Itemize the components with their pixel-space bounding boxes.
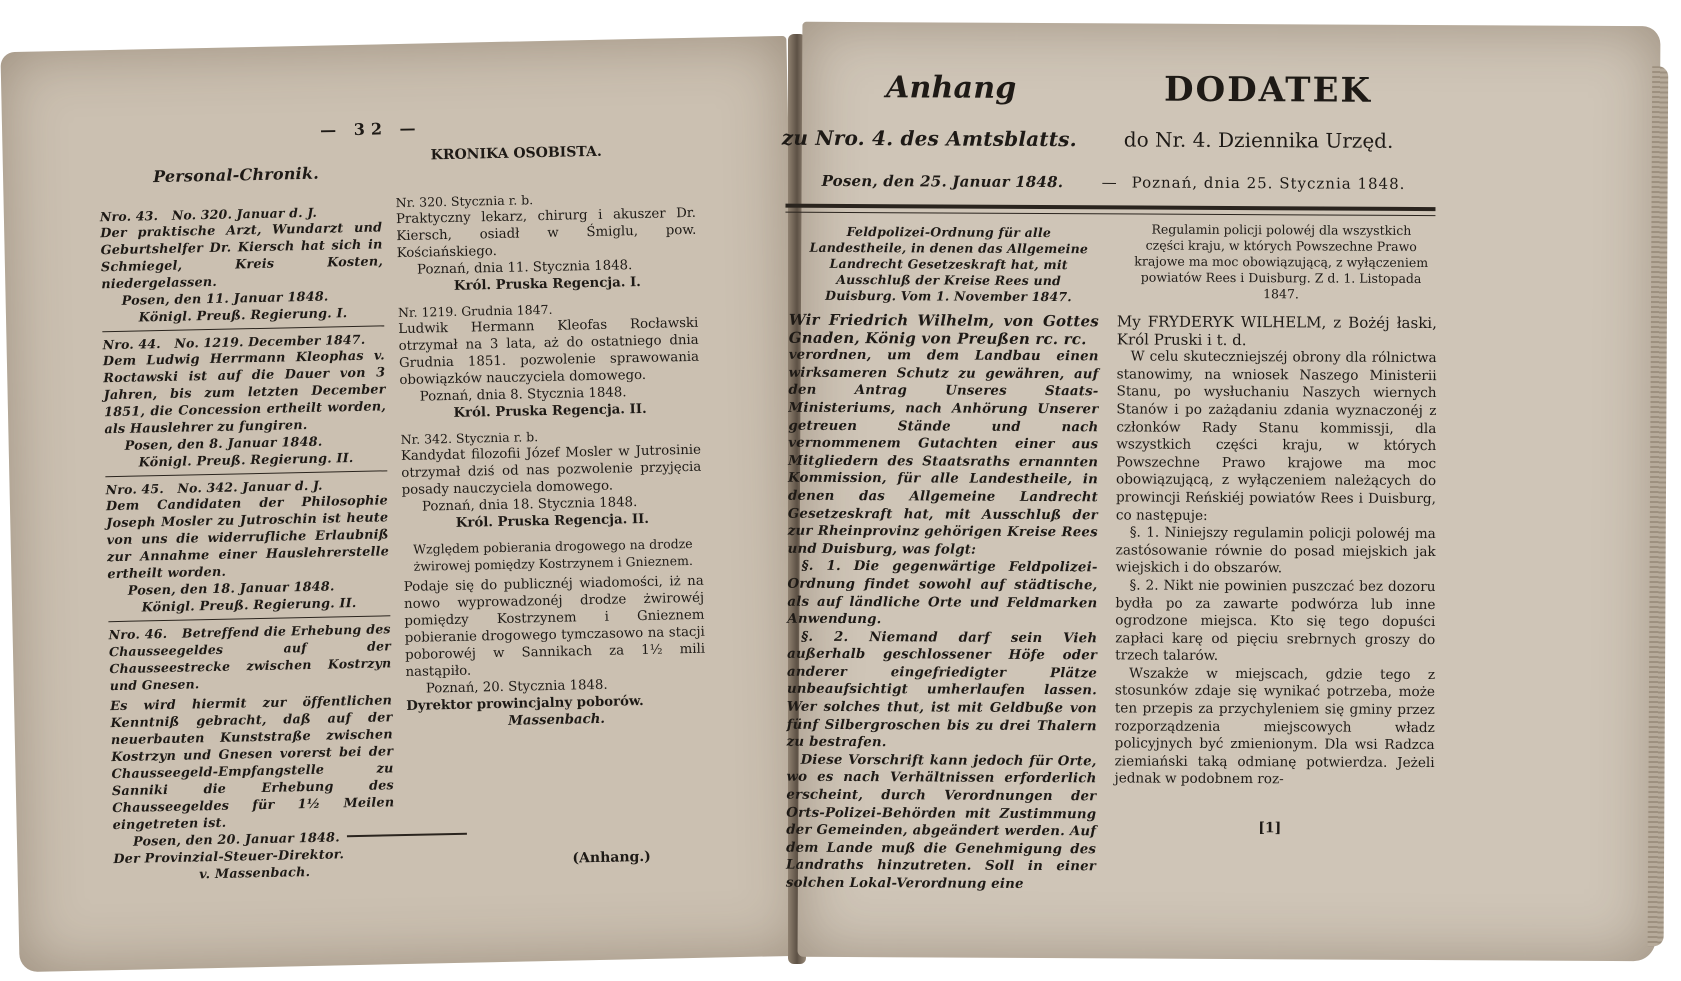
german-heading: Personal-Chronik. bbox=[152, 163, 320, 187]
entry-sign: Königl. Preuß. Regierung. I. bbox=[138, 306, 348, 326]
entry-nr: Nro. 43. bbox=[99, 208, 159, 225]
entry-place: Poznań, dnia 18. Stycznia 1848. bbox=[421, 495, 638, 515]
open-book bbox=[10, 24, 1670, 974]
entry-45 bbox=[105, 475, 390, 617]
entry-sign: Król. Pruska Regencja. I. bbox=[453, 274, 642, 294]
header-rule bbox=[785, 204, 1435, 211]
date-dash: — bbox=[1101, 173, 1117, 192]
entry-place: Posen, den 8. Januar 1848. bbox=[124, 434, 323, 454]
paragraph-2-pl: §. 2. Nikt nie powinien puszczać bez dozoru bydła po za zawarte podwórza lub inne ogrodzone miejsca. Kto się tego dopuści zapłaci karę od pięciu srebrnych groszy do trzech talarów. bbox=[1115, 577, 1436, 665]
entry-place: Posen, den 18. Januar 1848. bbox=[127, 579, 335, 599]
entry-ref: Względem pobierania drogowego na drodze żwirowej pomiędzy Kostrzynem i Gnieznem. bbox=[413, 535, 694, 574]
subtitle-de: zu Nro. 4. des Amtsblatts. bbox=[781, 125, 1077, 152]
entry-ref: No. 320. Januar d. J. bbox=[171, 204, 318, 223]
paragraph-3-de: Diese Vorschrift kann jedoch für Orte, wo es nach Verhältnissen erforderlich erscheint, durch Verordnungen der Orts-Polizei-Behörden mit Zustimmung der Gemeinden, abgeändert werden. Auf dem Lande muß die Genehmigung des Landraths hinzutreten. Soll in einer solchen Lokal-Verordnung eine bbox=[785, 752, 1097, 892]
entry-text: Praktyczny lekarz, chirurg i akuszer Dr. Kiersch, osiadł w Śmiglu, pow. Kościańskiego. bbox=[395, 205, 697, 262]
page-number: — 32 — bbox=[319, 118, 422, 140]
entry-text: Der praktische Arzt, Wundarzt und Geburtshelfer Dr. Kiersch hat sich in Schmiegel, Kreis Kosten, niedergelassen. bbox=[100, 220, 384, 293]
entry-sign: Król. Pruska Regencja. II. bbox=[455, 511, 650, 531]
anhang-title: Anhang bbox=[886, 70, 1017, 106]
header-rule-thin bbox=[785, 212, 1435, 216]
left-page bbox=[0, 36, 805, 972]
entry-44 bbox=[102, 330, 387, 472]
entry-ref: No. 1219. December 1847. bbox=[174, 331, 366, 351]
entry-ref: Nr. 320. Stycznia r. b. bbox=[395, 192, 534, 211]
entry-sign: Król. Pruska Regencja. II. bbox=[453, 401, 647, 421]
entry-sign-name: v. Massenbach. bbox=[199, 865, 311, 883]
entry-46 bbox=[108, 620, 395, 885]
date-pl: Poznań, dnia 25. Stycznia 1848. bbox=[1131, 173, 1406, 193]
entry-place: Poznań, 20. Stycznia 1848. bbox=[425, 677, 608, 697]
subtitle-pl: do Nr. 4. Dziennika Urzęd. bbox=[1123, 127, 1394, 153]
pl-entry-1 bbox=[396, 188, 698, 296]
entry-text: Dem Candidaten der Philosophie Joseph Mosler zu Jutroschin ist heute von uns die widerrufliche Erlaubniß zur Annahme einer Hauslehrerstelle ertheilt worden. bbox=[105, 493, 390, 583]
entry-ref: Nr. 342. Stycznia r. b. bbox=[400, 429, 539, 448]
decree-intro-pl: My FRYDERYK WILHELM, z Bożéj łaski, Król Pruski i t. d. bbox=[1116, 312, 1437, 349]
entry-ref: Betreffend die Erhebung des Chausseegeldes auf der Chausseestrecke zwischen Kostrzyn und Gnesen. bbox=[108, 621, 392, 694]
page-footer: (Anhang.) bbox=[572, 848, 652, 867]
entry-sign: Dyrektor prowincjalny poborów. bbox=[406, 694, 644, 714]
entry-nr: Nro. 44. bbox=[102, 336, 161, 353]
entry-ref: No. 342. Januar d. J. bbox=[177, 477, 323, 496]
pl-entry-4 bbox=[403, 535, 707, 732]
entry-place: Poznań, dnia 8. Stycznia 1848. bbox=[419, 385, 627, 405]
summary-pl: Regulamin policji polowéj dla wszystkich części kraju, w których Powszechne Prawo krajowe ma moc obowiązującą, z wyłączeniem powiatów Rees i Duisburg. Z d. 1. Listopada 1847. bbox=[1134, 221, 1429, 302]
right-page bbox=[781, 22, 1661, 961]
entry-43 bbox=[100, 202, 384, 327]
german-body bbox=[786, 312, 1099, 894]
summary-de: Feldpolizei-Ordnung für alle Landestheile, in denen das Allgemeine Landrecht Gesetzeskraft hat, mit Ausschluß der Kreise Rees und Duisburg. Vom 1. November 1847. bbox=[809, 223, 1089, 305]
date-de: Posen, den 25. Januar 1848. bbox=[821, 171, 1064, 192]
german-column bbox=[100, 202, 396, 885]
paragraph-2-de: §. 2. Niemand darf sein Vieh außerhalb geschlossener Höfe oder anderer eingefriedigter Plätze unbeaufsichtigt umherlaufen lassen. Wer solches thut, ist mit Geldbuße von fünf Silbergroschen bis zu drei Thalern zu bestrafen. bbox=[786, 629, 1098, 751]
entry-sign: Königl. Preuß. Regierung. II. bbox=[138, 451, 354, 471]
entry-place: Posen, den 20. Januar 1848. bbox=[132, 830, 340, 850]
entry-text: Kandydat filozofii Józef Mosler w Jutrosinie otrzymał dziś od nas pozwolenie przyjęcia posady nauczyciela domowego. bbox=[400, 442, 702, 499]
entry-place: Posen, den 11. Januar 1848. bbox=[121, 289, 329, 309]
polish-heading: KRONIKA OSOBISTA. bbox=[430, 143, 602, 164]
paragraph-1-de: §. 1. Die gegenwärtige Feldpolizei-Ordnung findet sowohl auf städtische, als auf ländliche Orte und Feldmarken Anwendung. bbox=[787, 559, 1098, 628]
entry-text: Podaje się do publicznéj wiadomości, iż na nowo wyprowadzonéj drodze żwirowéj pomiędzy Kostrzynem i Gnieznem pobieranie drogowego tymczasowo na stacji poborowéj w Sannikach za 1½ mili nastąpiło. bbox=[403, 573, 706, 680]
dodatek-title: DODATEK bbox=[1163, 69, 1373, 111]
paragraph-3-pl: Wszakże w miejscach, gdzie tego z stosunków zdaje się wynikać potrzeba, może ten przepis za przychyleniem się gminy przez rozporządzenia miejscowych władz policyjnych być zmienionym. Dla wsi Radzca ziemiański taką odmianę potwierdza. Jeżeli jednak w podobnem roz- bbox=[1114, 665, 1436, 788]
polish-column bbox=[396, 188, 707, 732]
decree-body-pl: W celu skuteczniejszéj obrony dla rólnictwa stanowimy, na wniosek Naszego Ministerii Stanu, po wysłuchaniu Naszych wiernych Stanów i po zażądaniu zdania wyznaczonéj z członków Rady Stanu kommissji, dla wszystkich części kraju, w których Powszechne Prawo krajowe ma moc obowiązującą, z wyłączeniem należących do prowincji Reńskiéj powiatów Rees i Duisburg, co następuje: bbox=[1115, 348, 1437, 524]
entry-place: Poznań, dnia 11. Stycznia 1848. bbox=[416, 258, 633, 278]
entry-text: Es wird hiermit zur öffentlichen Kenntniß gebracht, daß auf der neuerbauten Kunststraße zwischen Kostrzyn und Gnesen vorerst bei der Chausseegeld-Empfangstelle zu Sanniki die Erhebung des Chausseegeldes für 1½ Meilen eingetreten ist. bbox=[110, 693, 395, 834]
entry-nr: Nro. 46. bbox=[108, 625, 168, 643]
entry-sign: Der Provinzial-Steuer-Direktor. bbox=[113, 847, 345, 868]
entry-ref: Nr. 1219. Grudnia 1847. bbox=[397, 301, 553, 321]
signature-mark: [1] bbox=[1258, 820, 1282, 837]
entry-text: Ludwik Hermann Kleofas Rocławski otrzymał na 3 lata, aż do ostatniego dnia Grudnia 1851. pozwolenie sprawowania obowiązków nauczyciela domowego. bbox=[398, 315, 700, 389]
pl-entry-2 bbox=[398, 298, 700, 423]
decree-intro-de: Wir Friedrich Wilhelm, von Gottes Gnaden, König von Preußen rc. rc. bbox=[788, 310, 1099, 348]
entry-text: Dem Ludwig Herrmann Kleophas v. Roctawski ist auf die Dauer von 3 Jahren, bis zum letzten December 1851, die Concession ertheilt worden, als Hauslehrer zu fungiren. bbox=[102, 348, 387, 438]
polish-body bbox=[1114, 313, 1436, 790]
entry-sign-name: Massenbach. bbox=[508, 711, 606, 729]
paragraph-1-pl: §. 1. Niniejszy regulamin policji polowéj ma zastósowanie równie do posad miejskich jak wiejskich i do obszarów. bbox=[1115, 524, 1436, 577]
entry-nr: Nro. 45. bbox=[105, 481, 164, 498]
decree-body-de: verordnen, um dem Landbau einen wirksameren Schutz zu gewähren, auf den Antrag Unseres Staats-Ministeriums, nach Anhörung Unserer getreuen Stände und nach vernommenem Gutachten einer aus Mitgliedern des Staatsraths ernannten Kommission, für alle Landestheile, in denen das Allgemeine Landrecht Gesetzeskraft hat, mit Ausschluß der zur Rheinprovinz gehörigen Kreise Rees und Duisburg, was folgt: bbox=[787, 347, 1099, 558]
entry-sign: Königl. Preuß. Regierung. II. bbox=[141, 595, 357, 616]
pl-entry-3 bbox=[400, 425, 702, 533]
